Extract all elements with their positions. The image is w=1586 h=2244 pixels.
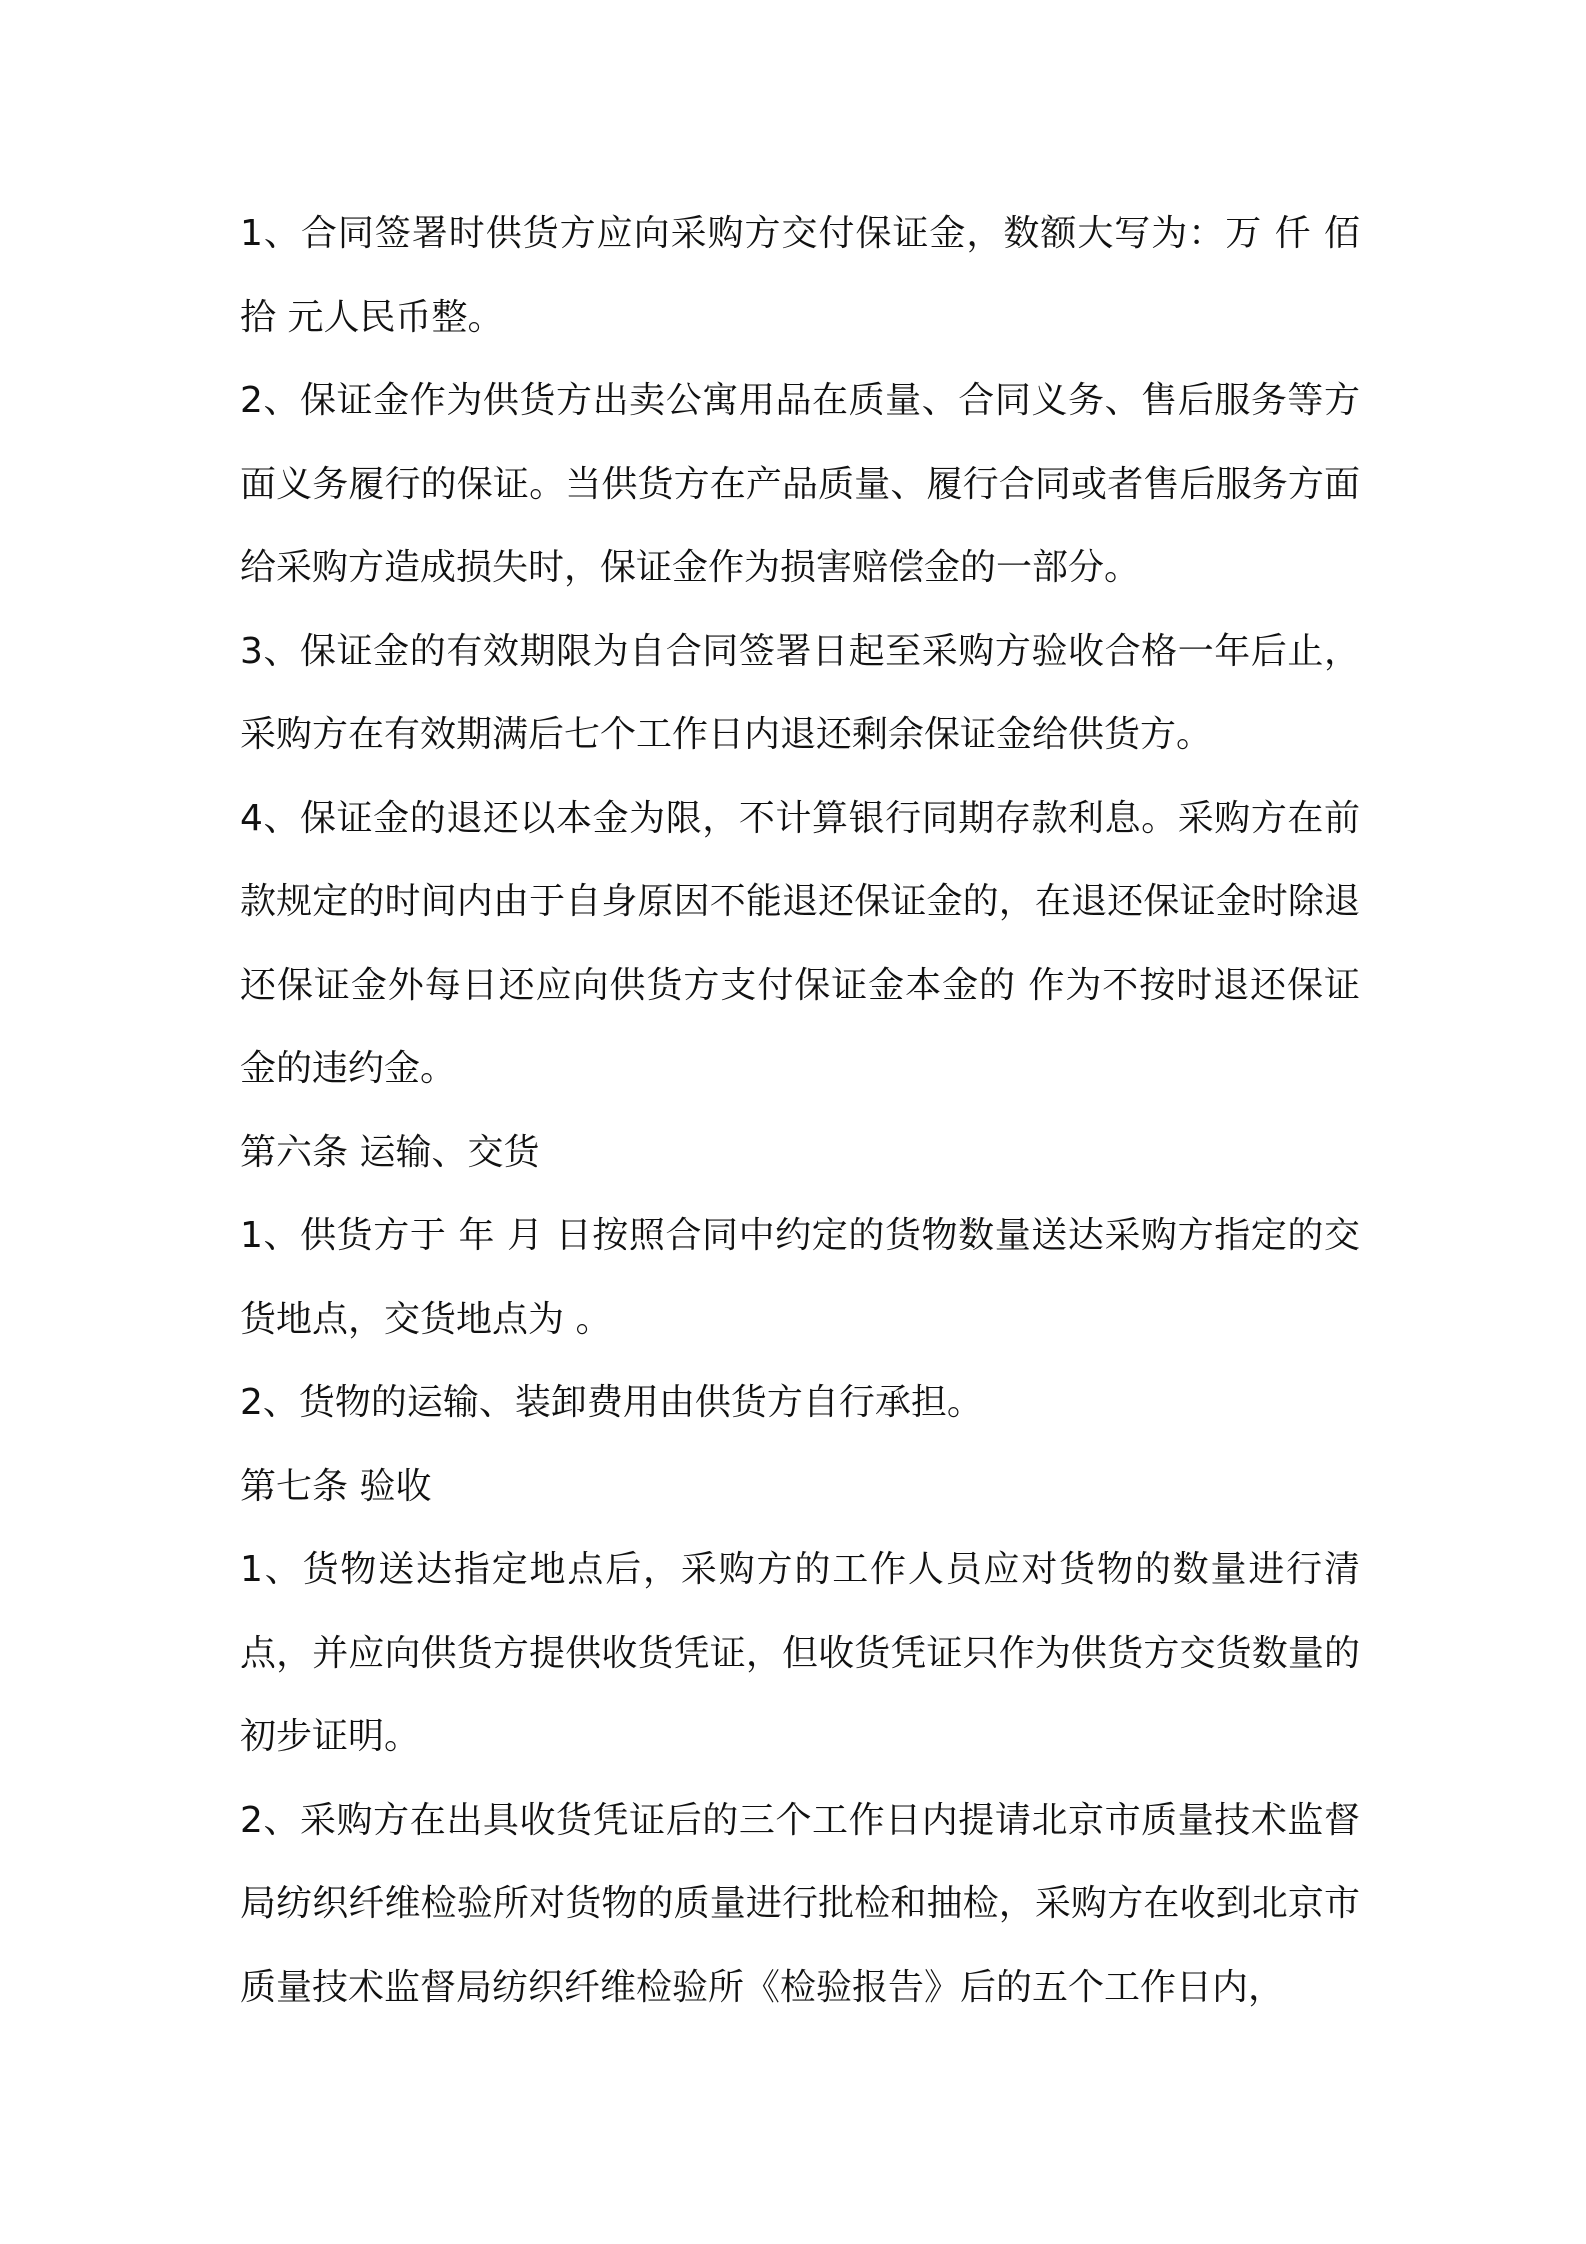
clause-deposit-validity: 3、保证金的有效期限为自合同签署日起至采购方验收合格一年后止，采购方在有效期满后七个工作日内退还剩余保证金给供货方。 (240, 630, 1360, 755)
document-body (240, 192, 1360, 2029)
article-6-heading: 第六条 运输、交货 (240, 1131, 540, 1173)
clause-delivery-cost: 2、货物的运输、装卸费用由供货方自行承担。 (240, 1382, 983, 1423)
clause-deposit-purpose: 2、保证金作为供货方出卖公寓用品在质量、合同义务、售后服务等方面义务履行的保证。当供货方在产品质量、履行合同或者售后服务方面给采购方造成损失时，保证金作为损害赔偿金的一部分。 (240, 380, 1360, 588)
clause-deposit-amount: 1、合同签署时供货方应向采购方交付保证金，数额大写为：万 仟 佰 拾 元人民币整。 (240, 213, 1360, 338)
clause-acceptance-count: 1、货物送达指定地点后，采购方的工作人员应对货物的数量进行清点，并应向供货方提供收货凭证，但收货凭证只作为供货方交货数量的初步证明。 (240, 1549, 1360, 1757)
clause-delivery-date: 1、供货方于 年 月 日按照合同中约定的货物数量送达采购方指定的交货地点，交货地点为 。 (240, 1215, 1360, 1340)
clause-acceptance-inspection: 2、采购方在出具收货凭证后的三个工作日内提请北京市质量技术监督局纺织纤维检验所对货物的质量进行批检和抽检，采购方在收到北京市质量技术监督局纺织纤维检验所《检验报告》后的五个工作日内， (240, 1799, 1360, 2008)
article-7-heading: 第七条 验收 (240, 1465, 432, 1507)
clause-deposit-refund: 4、保证金的退还以本金为限，不计算银行同期存款利息。采购方在前款规定的时间内由于自身原因不能退还保证金的，在退还保证金时除退还保证金外每日还应向供货方支付保证金本金的 作为不按时退还保证金的违约金。 (240, 797, 1360, 1089)
